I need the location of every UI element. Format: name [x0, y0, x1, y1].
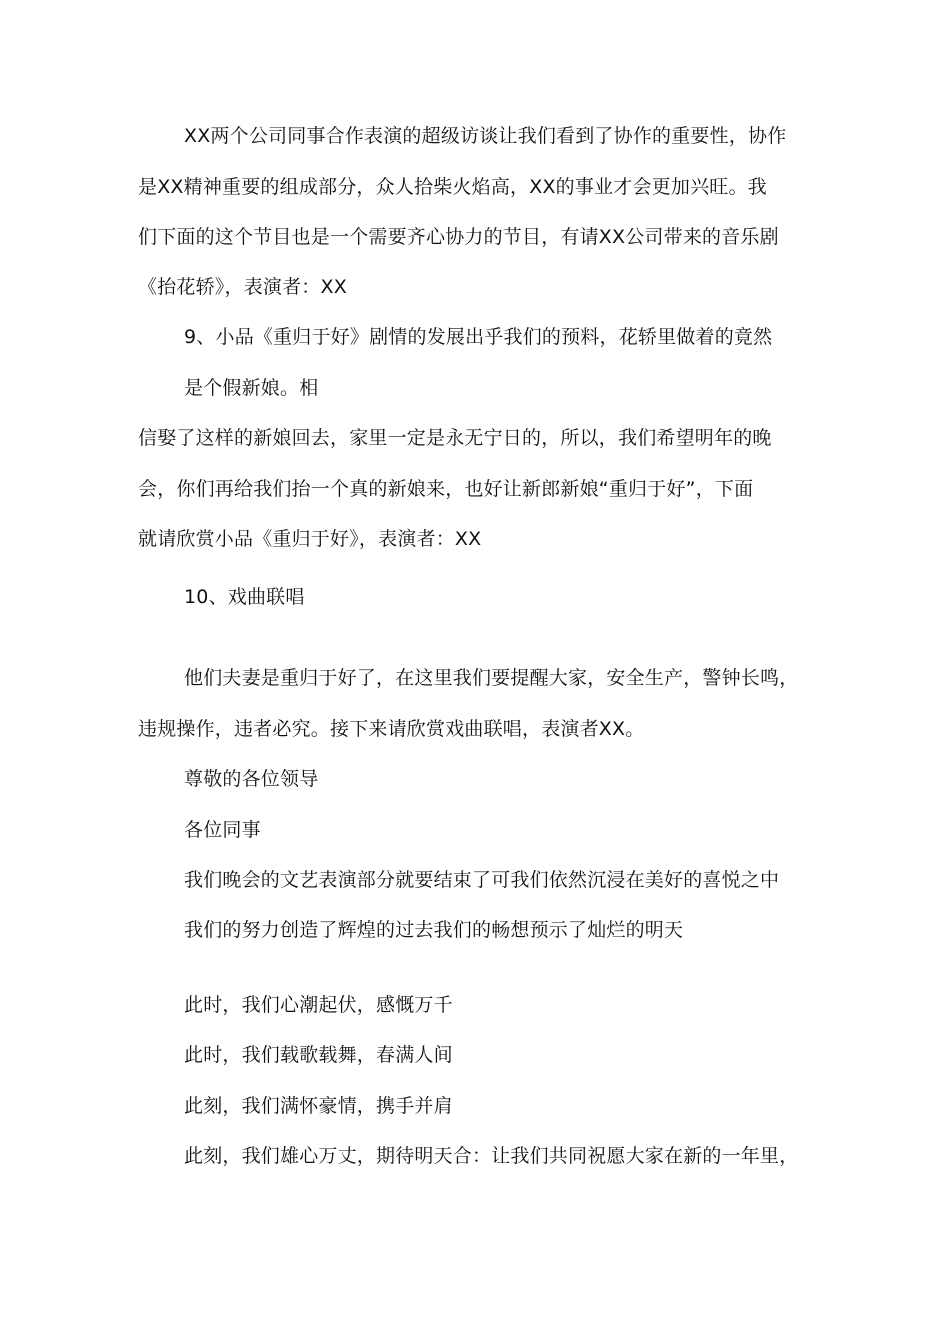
item-9-line-1: 9、小品《重归于好》剧情的发展出乎我们的预料，花轿里做着的竟然 [184, 326, 773, 348]
paragraph-3-line-1: 他们夫妻是重归于好了，在这里我们要提醒大家，安全生产，警钟长鸣， [184, 667, 799, 689]
paragraph-1-line-3: 们下面的这个节目也是一个需要齐心协力的节目，有请XX公司带来的音乐剧 [138, 226, 779, 248]
verse-line-2: 此时，我们载歌载舞，春满人间 [184, 1044, 453, 1066]
paragraph-1-line-2: 是XX精神重要的组成部分，众人拾柴火焰高，XX的事业才会更加兴旺。我 [138, 176, 767, 198]
closing-line-3: 我们晚会的文艺表演部分就要结束了可我们依然沉浸在美好的喜悦之中 [184, 869, 780, 891]
paragraph-2-line-2: 会，你们再给我们抬一个真的新娘来，也好让新郎新娘“重归于好”，下面 [138, 478, 754, 500]
closing-line-1: 尊敬的各位领导 [184, 768, 319, 790]
closing-line-4: 我们的努力创造了辉煌的过去我们的畅想预示了灿烂的明天 [184, 919, 684, 941]
paragraph-1-line-4: 《抬花轿》，表演者：XX [138, 276, 347, 298]
item-9-line-2: 是个假新娘。相 [184, 377, 319, 399]
closing-line-2: 各位同事 [184, 819, 261, 841]
paragraph-2-line-3: 就请欣赏小品《重归于好》，表演者：XX [138, 528, 482, 550]
verse-line-3: 此刻，我们满怀豪情，携手并肩 [184, 1095, 453, 1117]
verse-line-1: 此时，我们心潮起伏，感慨万千 [184, 994, 453, 1016]
item-10-heading: 10、戏曲联唱 [184, 586, 305, 608]
verse-line-4: 此刻，我们雄心万丈，期待明天合：让我们共同祝愿大家在新的一年里， [184, 1145, 799, 1167]
paragraph-1-line-1: XX两个公司同事合作表演的超级访谈让我们看到了协作的重要性，协作 [184, 125, 787, 147]
paragraph-2-line-1: 信娶了这样的新娘回去，家里一定是永无宁日的，所以，我们希望明年的晚 [138, 427, 772, 449]
paragraph-3-line-2: 违规操作，违者必究。接下来请欣赏戏曲联唱，表演者XX。 [138, 718, 645, 740]
